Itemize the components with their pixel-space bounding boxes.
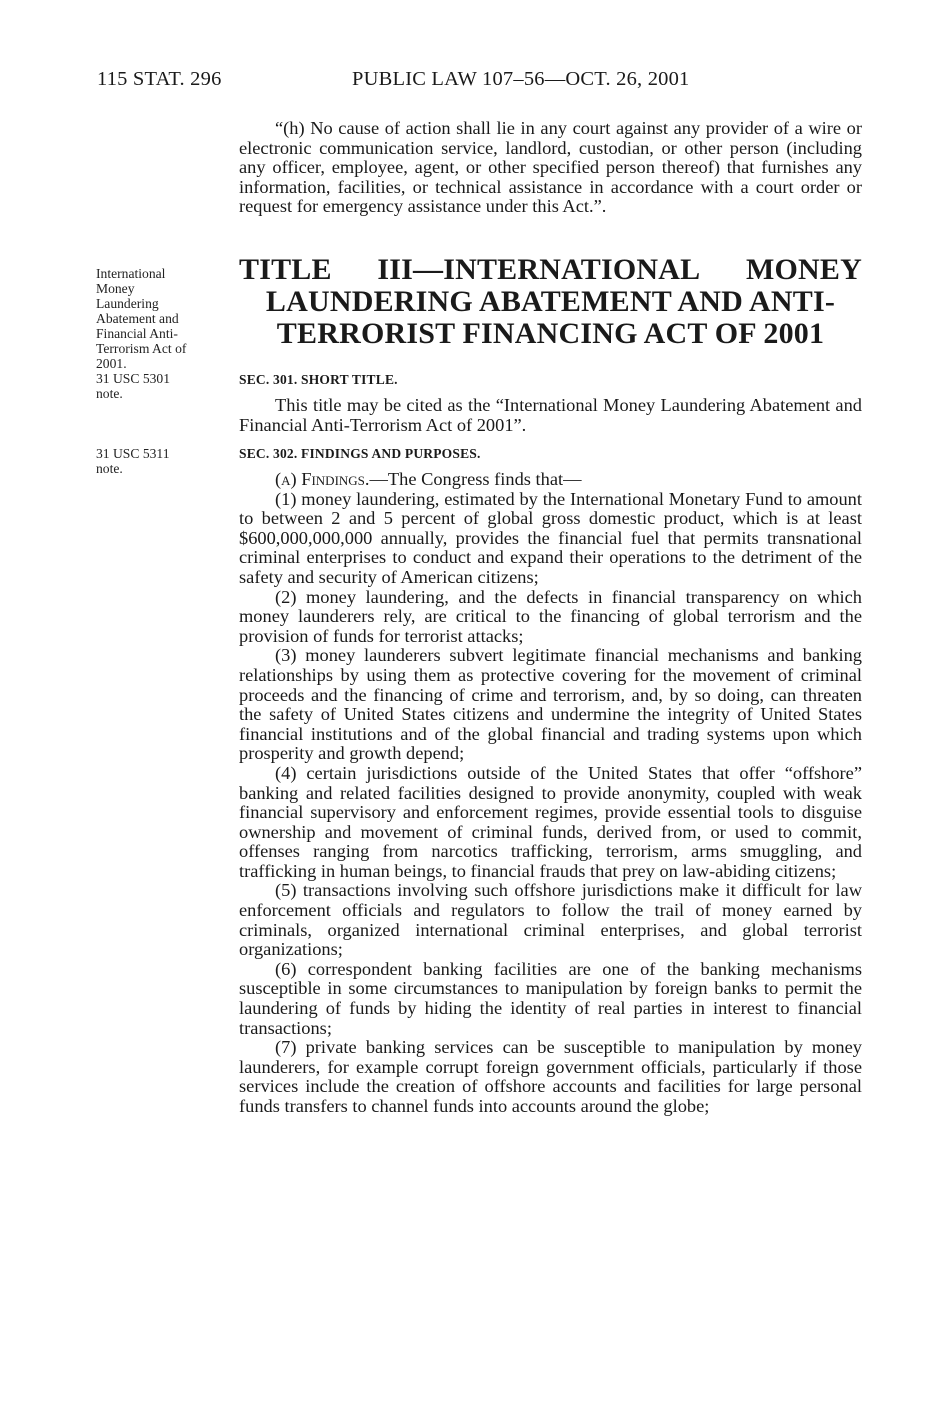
title-line-3: TERRORIST FINANCING ACT OF 2001 [276, 317, 825, 350]
sec-302-body [239, 470, 862, 1117]
finding-item: (6) correspondent banking facilities are one of the banking mechanisms susceptible in some circumstances to manipulation by foreign banks to permit the laundering of funds by hiding the identity of real parties in interest to financial transactions; [239, 958, 862, 1038]
page-running-head: PUBLIC LAW 107–56—OCT. 26, 2001 [352, 68, 690, 90]
finding-item: (4) certain jurisdictions outside of the United States that offer “offshore” banking and related facilities designed to provide anonymity, coupled with weak financial supervisory and enforcement regimes, provide essential tools to disguise ownership and movement of criminal funds, derived from, or used to commit, offenses ranging from narcotics trafficking, terrorism, arms smuggling, and trafficking in human beings, to financial frauds that prey on law-abiding citizens; [239, 762, 862, 881]
sec-301-heading: SEC. 301. SHORT TITLE. [239, 372, 398, 387]
findings-intro [239, 470, 862, 490]
findings-intro-text: —The Congress finds that— [369, 469, 582, 489]
margin-note-line: note. [96, 386, 123, 401]
title-line-2: LAUNDERING ABATEMENT AND ANTI- [265, 285, 836, 318]
margin-note-line: 31 USC 5301 [96, 371, 171, 386]
intro-paragraph: “(h) No cause of action shall lie in any court against any provider of a wire or electronic communication service, landlord, custodian, or other person (including any officer, employee, agent, or other specified person thereof) that furnishes any information, facilities, or technical assistance in accordance with a court order or request for emergency assistance under this Act.”. [239, 118, 862, 217]
page-stat-citation: 115 STAT. 296 [97, 68, 222, 90]
intro-section [239, 119, 862, 217]
margin-note-act-title [96, 266, 226, 401]
title-word: III—INTERNATIONAL [377, 253, 701, 286]
finding-item: (7) private banking services can be susceptible to manipulation by money launderers, for example corrupt foreign government officials, particularly if those services include the creation of offshore accounts and facilities for large personal funds transfers to channel funds into accounts around the globe; [239, 1037, 862, 1116]
findings-label: (a) Findings. [275, 469, 370, 489]
finding-item: (2) money laundering, and the defects in financial transparency on which money launderers rely, are critical to the financing of global terrorism and the provision of funds for terrorist attacks; [239, 586, 862, 646]
margin-note-line: Laundering [96, 296, 159, 311]
title-word: MONEY [745, 253, 862, 286]
sec-301-body [239, 396, 862, 435]
margin-note-usc-5311 [96, 446, 226, 476]
margin-note-line: Money [96, 281, 135, 296]
margin-note-line: International [96, 266, 166, 281]
title-heading [239, 254, 862, 350]
finding-item: (3) money launderers subvert legitimate financial mechanisms and banking relationships by using them as protective covering for the movement of criminal proceeds and the financing of crime and terrorism, and, by so doing, can threaten the safety of United States citizens and undermine the integrity of United States financial institutions and of the global financial and trading systems upon which prosperity and growth depend; [239, 645, 862, 764]
sec-301-text: This title may be cited as the “International Money Laundering Abatement and Financial Anti-Terrorism Act of 2001”. [239, 395, 862, 435]
margin-note-line: 2001. [96, 356, 127, 371]
title-line-1 [239, 254, 862, 286]
margin-note-line: Abatement and [96, 311, 179, 326]
margin-note-line: Financial Anti- [96, 326, 178, 341]
finding-item: (5) transactions involving such offshore jurisdictions make it difficult for law enforcement officials and regulators to follow the trail of money earned by criminals, organized international criminal enterprises, and global terrorist organizations; [239, 880, 862, 960]
title-word: TITLE [239, 253, 332, 286]
margin-note-line: Terrorism Act of [96, 341, 187, 356]
margin-note-line: 31 USC 5311 [96, 446, 170, 461]
margin-note-line: note. [96, 461, 123, 476]
finding-item: (1) money laundering, estimated by the International Monetary Fund to amount to between 2 and 5 percent of global gross domestic product, which is at least $600,000,000,000 annually, provides the financial fuel that permits transnational criminal enterprises to conduct and expand their operations to the detriment of the safety and security of American citizens; [239, 488, 862, 587]
sec-302-heading: SEC. 302. FINDINGS AND PURPOSES. [239, 446, 481, 461]
